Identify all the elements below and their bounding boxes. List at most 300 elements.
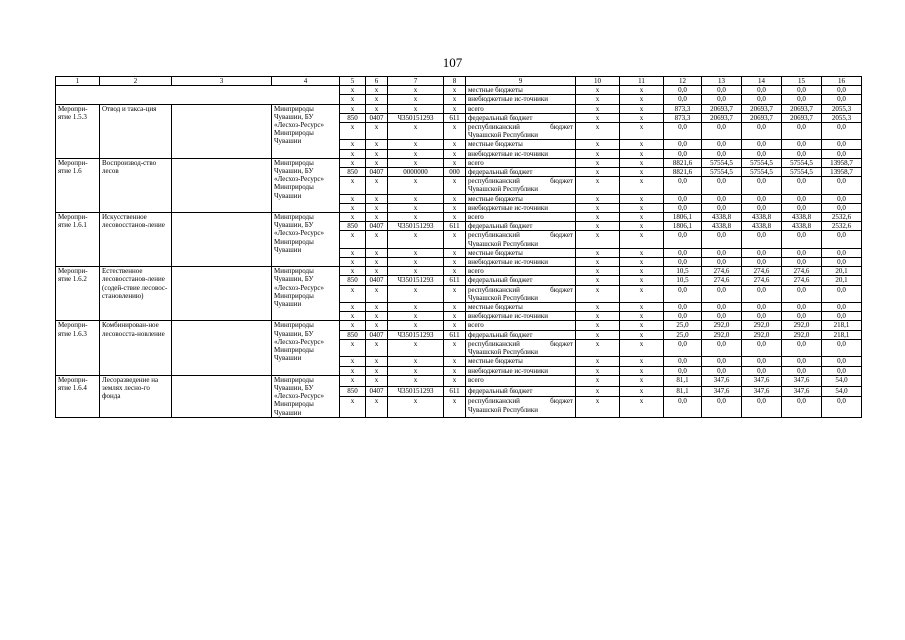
value-cell: x <box>576 248 620 257</box>
value-cell: x <box>340 375 366 386</box>
value-cell: x <box>340 339 366 356</box>
value-cell: x <box>388 303 444 312</box>
table-row <box>56 267 862 276</box>
value-cell: x <box>388 123 444 140</box>
value-cell: 292,0 <box>742 330 782 339</box>
value-cell: x <box>576 203 620 212</box>
table-row <box>56 213 862 222</box>
funding-source-cell: федеральный бюджет <box>466 113 576 122</box>
value-cell: x <box>576 231 620 248</box>
value-cell: 347,6 <box>782 375 822 386</box>
funding-source-cell: всего <box>466 104 576 113</box>
funding-source-cell: внебюджетные ис-точники <box>466 366 576 375</box>
value-cell: 0,0 <box>702 258 742 267</box>
value-cell: x <box>576 258 620 267</box>
value-cell: 57554,5 <box>702 168 742 177</box>
event-name-cell: Искусственное лесовосстанов-ление <box>100 213 172 267</box>
table-row <box>56 375 862 386</box>
value-cell: x <box>576 303 620 312</box>
value-cell: 0,0 <box>822 194 862 203</box>
value-cell: 1806,1 <box>664 213 702 222</box>
value-cell: x <box>340 397 366 417</box>
value-cell: x <box>366 258 388 267</box>
value-cell: 1806,1 <box>664 222 702 231</box>
value-cell: x <box>576 140 620 149</box>
value-cell: x <box>576 267 620 276</box>
value-cell: 0,0 <box>782 303 822 312</box>
value-cell: x <box>444 397 466 417</box>
value-cell: 611 <box>444 222 466 231</box>
value-cell: 0,0 <box>742 248 782 257</box>
value-cell: 0,0 <box>822 86 862 95</box>
value-cell: x <box>444 285 466 302</box>
value-cell: x <box>340 303 366 312</box>
value-cell: 0,0 <box>664 285 702 302</box>
value-cell: x <box>444 194 466 203</box>
value-cell: 292,0 <box>702 330 742 339</box>
value-cell: 0,0 <box>782 203 822 212</box>
page-number: 107 <box>442 55 463 70</box>
table-row <box>56 104 862 113</box>
executor-cell: Минприроды Чувашии, БУ «Лесхоз-Ресурс» Минприроды Чувашии <box>272 213 340 267</box>
value-cell: x <box>620 339 664 356</box>
value-cell: 347,6 <box>742 386 782 397</box>
value-cell: 20,1 <box>822 267 862 276</box>
value-cell: 218,1 <box>822 321 862 330</box>
value-cell: 0,0 <box>664 231 702 248</box>
value-cell: x <box>444 303 466 312</box>
empty-cell <box>172 158 272 212</box>
value-cell: x <box>620 140 664 149</box>
value-cell: 10,5 <box>664 276 702 285</box>
value-cell: x <box>388 258 444 267</box>
value-cell: x <box>576 123 620 140</box>
value-cell: x <box>366 149 388 158</box>
value-cell: x <box>444 267 466 276</box>
value-cell: 0,0 <box>664 86 702 95</box>
value-cell: x <box>576 95 620 104</box>
value-cell: x <box>340 312 366 321</box>
empty-cell <box>172 321 272 375</box>
funding-source-cell: федеральный бюджет <box>466 276 576 285</box>
funding-source-cell: внебюджетные ис-точники <box>466 203 576 212</box>
value-cell: 4338,8 <box>782 213 822 222</box>
value-cell: x <box>340 357 366 366</box>
value-cell: x <box>620 386 664 397</box>
value-cell: x <box>340 231 366 248</box>
value-cell: 4338,8 <box>782 222 822 231</box>
value-cell: 0,0 <box>782 366 822 375</box>
value-cell: x <box>444 213 466 222</box>
value-cell: x <box>388 357 444 366</box>
value-cell: 0,0 <box>702 366 742 375</box>
value-cell: x <box>444 312 466 321</box>
header-cell: 8 <box>444 77 466 86</box>
value-cell: 20693,7 <box>702 113 742 122</box>
value-cell: x <box>444 321 466 330</box>
empty-cell <box>172 213 272 267</box>
value-cell: 0,0 <box>664 248 702 257</box>
value-cell: 20,1 <box>822 276 862 285</box>
value-cell: 0,0 <box>822 248 862 257</box>
value-cell: 0407 <box>366 386 388 397</box>
value-cell: 292,0 <box>742 321 782 330</box>
value-cell: x <box>388 140 444 149</box>
value-cell: 274,6 <box>782 267 822 276</box>
value-cell: 54,0 <box>822 375 862 386</box>
value-cell: 0407 <box>366 276 388 285</box>
empty-cell <box>172 104 272 158</box>
value-cell: x <box>620 285 664 302</box>
value-cell: x <box>388 177 444 194</box>
value-cell: 850 <box>340 168 366 177</box>
value-cell: x <box>340 123 366 140</box>
funding-source-cell: республиканский бюджет Чувашской Республики <box>466 397 576 417</box>
value-cell: x <box>388 194 444 203</box>
value-cell: 0,0 <box>742 203 782 212</box>
value-cell: x <box>366 267 388 276</box>
value-cell: 25,0 <box>664 321 702 330</box>
value-cell: x <box>576 386 620 397</box>
value-cell: 347,6 <box>742 375 782 386</box>
header-cell: 14 <box>742 77 782 86</box>
value-cell: 0,0 <box>822 203 862 212</box>
value-cell: x <box>576 177 620 194</box>
value-cell: 10,5 <box>664 267 702 276</box>
value-cell: x <box>444 203 466 212</box>
value-cell: 292,0 <box>702 321 742 330</box>
value-cell: 347,6 <box>702 386 742 397</box>
value-cell: x <box>388 104 444 113</box>
value-cell: x <box>620 267 664 276</box>
value-cell: 4338,8 <box>742 222 782 231</box>
value-cell: Ч350151293 <box>388 113 444 122</box>
value-cell: 81,1 <box>664 386 702 397</box>
event-name-cell: Комбинирован-ное лесовосста-новление <box>100 321 172 375</box>
value-cell: 0,0 <box>664 357 702 366</box>
value-cell: x <box>620 397 664 417</box>
value-cell: 611 <box>444 276 466 285</box>
value-cell: x <box>444 375 466 386</box>
value-cell: 0,0 <box>822 123 862 140</box>
header-cell: 12 <box>664 77 702 86</box>
value-cell: 0,0 <box>742 397 782 417</box>
executor-cell: Минприроды Чувашии, БУ «Лесхоз-Ресурс» Минприроды Чувашии <box>272 375 340 417</box>
value-cell: x <box>340 95 366 104</box>
value-cell: x <box>340 203 366 212</box>
event-name-cell: Естественное лесовосстанов-ление (содей-ствие лесовос-становлению) <box>100 267 172 321</box>
value-cell: x <box>340 285 366 302</box>
value-cell: x <box>576 357 620 366</box>
value-cell: x <box>366 339 388 356</box>
value-cell: x <box>340 258 366 267</box>
value-cell: 274,6 <box>742 276 782 285</box>
value-cell: x <box>388 267 444 276</box>
value-cell: Ч350151293 <box>388 276 444 285</box>
value-cell: x <box>576 339 620 356</box>
value-cell: 850 <box>340 276 366 285</box>
value-cell: 850 <box>340 113 366 122</box>
value-cell: x <box>340 267 366 276</box>
value-cell: 0,0 <box>742 366 782 375</box>
value-cell: 0,0 <box>782 231 822 248</box>
value-cell: Ч350151293 <box>388 222 444 231</box>
value-cell: x <box>366 248 388 257</box>
funding-source-cell: всего <box>466 267 576 276</box>
value-cell: 0,0 <box>664 203 702 212</box>
value-cell: 0,0 <box>822 357 862 366</box>
header-cell: 13 <box>702 77 742 86</box>
value-cell: x <box>576 285 620 302</box>
value-cell: x <box>366 366 388 375</box>
executor-cell: Минприроды Чувашии, БУ «Лесхоз-Ресурс» Минприроды Чувашии <box>272 104 340 158</box>
value-cell: x <box>388 321 444 330</box>
executor-cell: Минприроды Чувашии, БУ «Лесхоз-Ресурс» Минприроды Чувашии <box>272 158 340 212</box>
value-cell: 20693,7 <box>782 113 822 122</box>
funding-source-cell: республиканский бюджет Чувашской Республики <box>466 339 576 356</box>
value-cell: x <box>366 86 388 95</box>
funding-source-cell: федеральный бюджет <box>466 386 576 397</box>
value-cell: x <box>444 339 466 356</box>
value-cell: x <box>620 312 664 321</box>
value-cell: x <box>388 203 444 212</box>
value-cell: 0,0 <box>664 149 702 158</box>
funding-source-cell: республиканский бюджет Чувашской Республики <box>466 285 576 302</box>
value-cell: 873,3 <box>664 104 702 113</box>
funding-source-cell: местные бюджеты <box>466 140 576 149</box>
value-cell: x <box>388 366 444 375</box>
value-cell: 0,0 <box>664 140 702 149</box>
value-cell: 0,0 <box>702 203 742 212</box>
value-cell: x <box>388 285 444 302</box>
value-cell: x <box>340 158 366 167</box>
value-cell: 54,0 <box>822 386 862 397</box>
event-name-cell: Отвод и такса-ция <box>100 104 172 158</box>
value-cell: x <box>576 194 620 203</box>
value-cell: 0,0 <box>782 140 822 149</box>
continuation-cell <box>56 86 340 104</box>
value-cell: x <box>620 375 664 386</box>
value-cell: x <box>444 248 466 257</box>
value-cell: x <box>576 168 620 177</box>
value-cell: 0,0 <box>822 95 862 104</box>
funding-source-cell: всего <box>466 213 576 222</box>
header-cell: 9 <box>466 77 576 86</box>
value-cell: x <box>366 213 388 222</box>
value-cell: x <box>620 149 664 158</box>
value-cell: x <box>388 213 444 222</box>
value-cell: 218,1 <box>822 330 862 339</box>
funding-source-cell: местные бюджеты <box>466 194 576 203</box>
value-cell: x <box>444 366 466 375</box>
funding-source-cell: местные бюджеты <box>466 248 576 257</box>
header-cell: 6 <box>366 77 388 86</box>
value-cell: x <box>620 86 664 95</box>
value-cell: 0,0 <box>742 285 782 302</box>
value-cell: x <box>444 158 466 167</box>
value-cell: x <box>620 104 664 113</box>
event-number-cell: Меропри-ятие 1.6 <box>56 158 100 212</box>
funding-source-cell: внебюджетные ис-точники <box>466 258 576 267</box>
header-row <box>56 77 862 86</box>
value-cell: 0,0 <box>664 339 702 356</box>
value-cell: 0,0 <box>742 258 782 267</box>
funding-source-cell: федеральный бюджет <box>466 222 576 231</box>
value-cell: x <box>366 104 388 113</box>
value-cell: 0,0 <box>664 303 702 312</box>
value-cell: x <box>620 158 664 167</box>
value-cell: 0,0 <box>702 95 742 104</box>
value-cell: 8821,6 <box>664 158 702 167</box>
value-cell: 850 <box>340 330 366 339</box>
value-cell: x <box>366 194 388 203</box>
value-cell: x <box>366 321 388 330</box>
funding-source-cell: внебюджетные ис-точники <box>466 312 576 321</box>
value-cell: x <box>444 149 466 158</box>
value-cell: x <box>620 194 664 203</box>
value-cell: 0,0 <box>742 140 782 149</box>
header-cell: 1 <box>56 77 100 86</box>
funding-source-cell: всего <box>466 158 576 167</box>
value-cell: x <box>576 321 620 330</box>
funding-source-cell: федеральный бюджет <box>466 168 576 177</box>
table-row <box>56 86 862 95</box>
value-cell: 274,6 <box>702 267 742 276</box>
value-cell: x <box>620 95 664 104</box>
value-cell: 25,0 <box>664 330 702 339</box>
funding-source-cell: всего <box>466 321 576 330</box>
funding-source-cell: республиканский бюджет Чувашской Республики <box>466 231 576 248</box>
value-cell: 2055,3 <box>822 113 862 122</box>
value-cell: Ч350151293 <box>388 386 444 397</box>
value-cell: x <box>388 312 444 321</box>
value-cell: x <box>388 375 444 386</box>
value-cell: x <box>340 321 366 330</box>
value-cell: x <box>366 303 388 312</box>
value-cell: 0,0 <box>664 366 702 375</box>
value-cell: 0,0 <box>782 248 822 257</box>
value-cell: x <box>366 158 388 167</box>
value-cell: 4338,8 <box>742 213 782 222</box>
value-cell: 0,0 <box>782 397 822 417</box>
table-row <box>56 321 862 330</box>
value-cell: x <box>576 312 620 321</box>
value-cell: 0,0 <box>822 258 862 267</box>
value-cell: 57554,5 <box>782 168 822 177</box>
funding-source-cell: внебюджетные ис-точники <box>466 149 576 158</box>
header-cell: 3 <box>172 77 272 86</box>
value-cell: x <box>576 213 620 222</box>
empty-cell <box>172 375 272 417</box>
empty-cell <box>172 267 272 321</box>
value-cell: 0,0 <box>822 285 862 302</box>
value-cell: x <box>388 339 444 356</box>
value-cell: x <box>620 276 664 285</box>
value-cell: 0407 <box>366 222 388 231</box>
value-cell: x <box>576 86 620 95</box>
value-cell: 20693,7 <box>742 104 782 113</box>
value-cell: 57554,5 <box>742 168 782 177</box>
value-cell: 0,0 <box>822 177 862 194</box>
value-cell: 0,0 <box>822 303 862 312</box>
value-cell: x <box>340 177 366 194</box>
value-cell: x <box>340 140 366 149</box>
value-cell: 0,0 <box>782 258 822 267</box>
value-cell: x <box>388 158 444 167</box>
value-cell: 0,0 <box>742 149 782 158</box>
value-cell: x <box>388 149 444 158</box>
value-cell: 13958,7 <box>822 158 862 167</box>
value-cell: x <box>576 330 620 339</box>
value-cell: x <box>366 140 388 149</box>
value-cell: x <box>340 194 366 203</box>
value-cell: x <box>366 177 388 194</box>
value-cell: 20693,7 <box>702 104 742 113</box>
value-cell: 0,0 <box>742 303 782 312</box>
value-cell: 0,0 <box>822 366 862 375</box>
event-number-cell: Меропри-ятие 1.6.3 <box>56 321 100 375</box>
value-cell: 0000000 <box>388 168 444 177</box>
value-cell: x <box>444 258 466 267</box>
value-cell: 0,0 <box>664 194 702 203</box>
value-cell: 0,0 <box>742 123 782 140</box>
header-cell: 11 <box>620 77 664 86</box>
executor-cell: Минприроды Чувашии, БУ «Лесхоз-Ресурс» Минприроды Чувашии <box>272 267 340 321</box>
value-cell: x <box>620 330 664 339</box>
value-cell: 0,0 <box>702 339 742 356</box>
value-cell: x <box>620 357 664 366</box>
value-cell: 292,0 <box>782 321 822 330</box>
value-cell: 0,0 <box>702 357 742 366</box>
value-cell: 57554,5 <box>702 158 742 167</box>
value-cell: x <box>620 258 664 267</box>
value-cell: x <box>620 213 664 222</box>
value-cell: 274,6 <box>742 267 782 276</box>
executor-cell: Минприроды Чувашии, БУ «Лесхоз-Ресурс» Минприроды Чувашии <box>272 321 340 375</box>
value-cell: 2532,6 <box>822 222 862 231</box>
value-cell: x <box>340 213 366 222</box>
event-number-cell: Меропри-ятие 1.6.1 <box>56 213 100 267</box>
value-cell: x <box>444 140 466 149</box>
value-cell: 0,0 <box>702 149 742 158</box>
value-cell: 0,0 <box>664 258 702 267</box>
event-number-cell: Меропри-ятие 1.5.3 <box>56 104 100 158</box>
value-cell: 0,0 <box>782 357 822 366</box>
value-cell: 347,6 <box>782 386 822 397</box>
funding-source-cell: местные бюджеты <box>466 357 576 366</box>
value-cell: x <box>620 248 664 257</box>
value-cell: 0,0 <box>782 86 822 95</box>
value-cell: 0,0 <box>822 149 862 158</box>
funding-source-cell: внебюджетные ис-точники <box>466 95 576 104</box>
value-cell: x <box>366 375 388 386</box>
value-cell: 0,0 <box>702 248 742 257</box>
value-cell: 0,0 <box>822 397 862 417</box>
value-cell: x <box>576 158 620 167</box>
value-cell: x <box>444 86 466 95</box>
value-cell: x <box>366 397 388 417</box>
value-cell: 0,0 <box>742 339 782 356</box>
value-cell: 2532,6 <box>822 213 862 222</box>
value-cell: 0407 <box>366 113 388 122</box>
value-cell: 000 <box>444 168 466 177</box>
value-cell: 0,0 <box>742 95 782 104</box>
value-cell: x <box>388 95 444 104</box>
value-cell: 0,0 <box>664 312 702 321</box>
value-cell: x <box>444 95 466 104</box>
value-cell: x <box>576 375 620 386</box>
value-cell: x <box>340 248 366 257</box>
